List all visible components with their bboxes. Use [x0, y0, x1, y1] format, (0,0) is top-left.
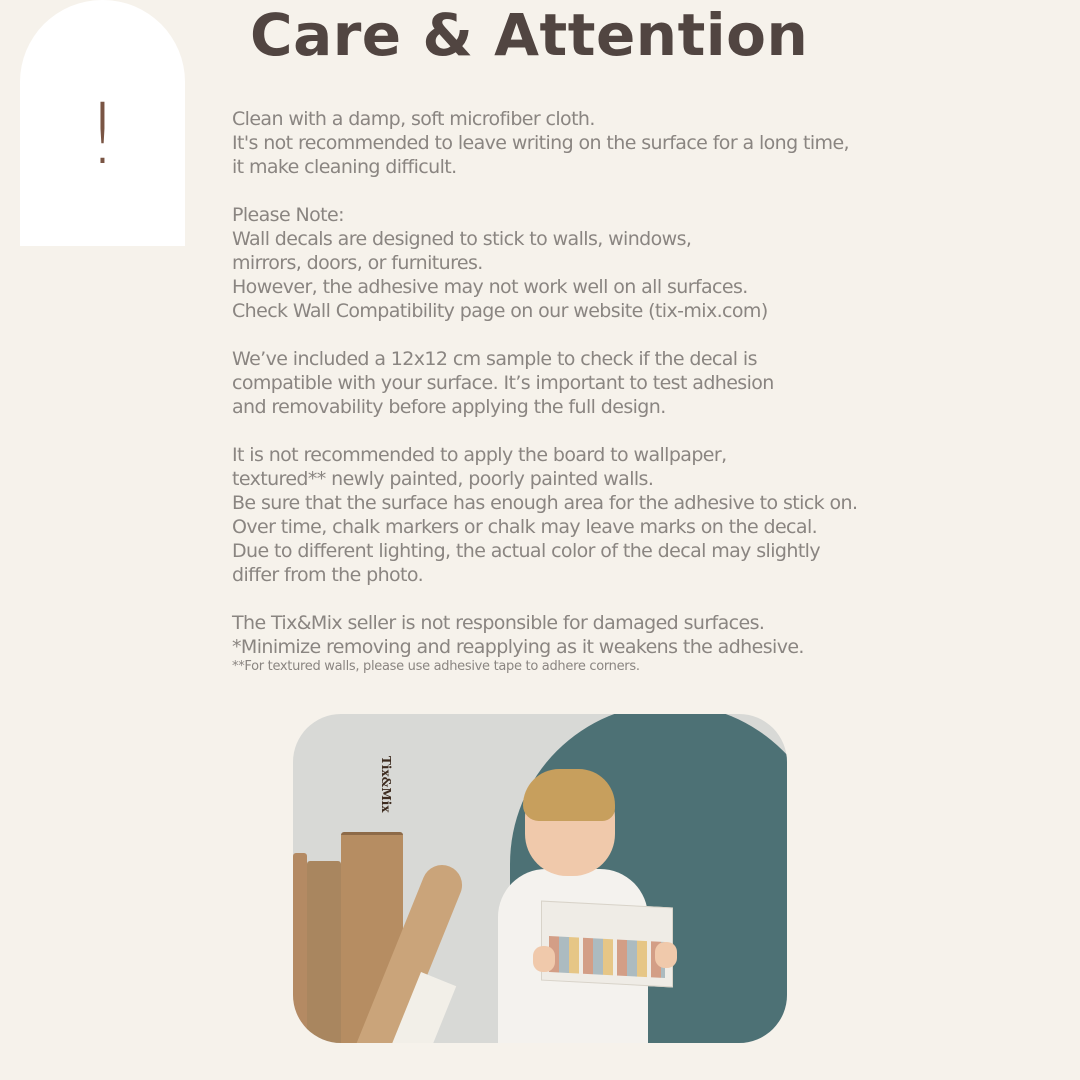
text-line: It is not recommended to apply the board to wallpaper, [232, 444, 727, 466]
child-hand [655, 942, 677, 968]
child-hair [523, 769, 615, 821]
text-line: it make cleaning difficult. [232, 156, 457, 178]
paragraph-please-note [232, 203, 922, 323]
text-line: Check Wall Compatibility page on our website (tix-mix.com) [232, 300, 768, 322]
text-line: mirrors, doors, or furnitures. [232, 252, 483, 274]
paragraph-disclaimer [232, 611, 922, 675]
paragraph-cleaning [232, 107, 922, 179]
product-box-print [549, 936, 665, 978]
text-line: differ from the photo. [232, 564, 424, 586]
product-tube [307, 861, 341, 1043]
text-line: Over time, chalk markers or chalk may leave marks on the decal. [232, 516, 818, 538]
text-line: Wall decals are designed to stick to walls, windows, [232, 228, 692, 250]
care-instructions [232, 107, 922, 675]
text-line: Be sure that the surface has enough area for the adhesive to stick on. [232, 492, 858, 514]
text-line: The Tix&Mix seller is not responsible for damaged surfaces. [232, 612, 765, 634]
child-holding-product-box-photo [293, 714, 787, 1043]
text-line: *Minimize removing and reapplying as it weakens the adhesive. [232, 636, 804, 658]
brand-logo: Tix&Mix [379, 756, 393, 813]
product-tube [293, 853, 307, 1043]
child-hand [533, 946, 555, 972]
warning-badge [20, 0, 185, 246]
text-line: It's not recommended to leave writing on the surface for a long time, [232, 132, 849, 154]
text-line: and removability before applying the full design. [232, 396, 666, 418]
text-line: We’ve included a 12x12 cm sample to check if the decal is [232, 348, 757, 370]
paragraph-sample [232, 347, 922, 419]
text-line: Clean with a damp, soft microfiber cloth. [232, 108, 595, 130]
footnote: **For textured walls, please use adhesive tape to adhere corners. [232, 659, 640, 674]
text-line: Due to different lighting, the actual color of the decal may slightly [232, 540, 820, 562]
paragraph-recommendations [232, 443, 922, 587]
exclamation-icon: ! [85, 85, 120, 183]
text-line: However, the adhesive may not work well on all surfaces. [232, 276, 748, 298]
page-title: Care & Attention [250, 1, 809, 69]
text-line: compatible with your surface. It’s important to test adhesion [232, 372, 774, 394]
text-line: textured** newly painted, poorly painted walls. [232, 468, 654, 490]
text-line: Please Note: [232, 204, 344, 226]
